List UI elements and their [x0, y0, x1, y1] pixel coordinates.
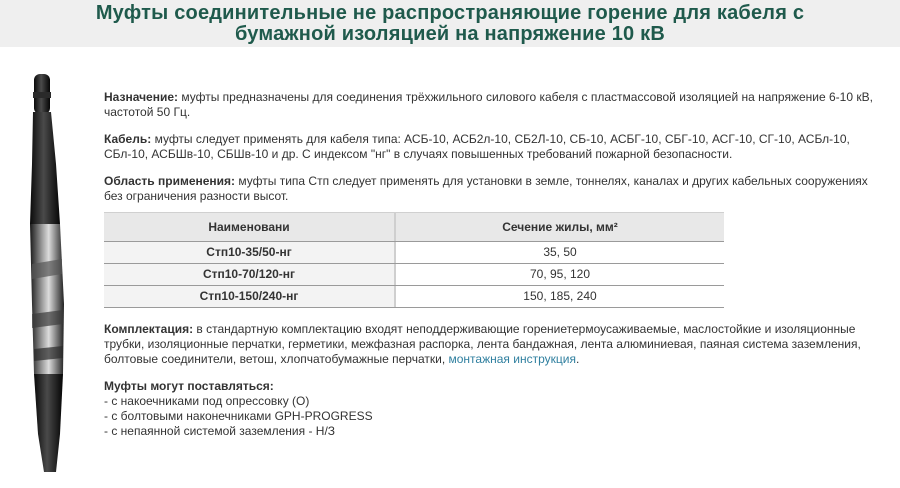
- kit-label: Комплектация:: [104, 322, 194, 336]
- supply-section: [104, 379, 889, 439]
- purpose-text: муфты предназначены для соединения трёхжильного силового кабеля с пластмассовой изоляцией на напряжение 6-10 кВ, частотой 50 Гц.: [104, 90, 873, 119]
- list-item: - с непаянной системой заземления - Н/З: [104, 424, 336, 438]
- table-row: [104, 242, 724, 264]
- installation-instruction-link[interactable]: монтажная инструкция: [448, 352, 576, 366]
- cable-end-top-ring: [33, 92, 51, 98]
- supply-label: Муфты могут поставляться:: [104, 379, 274, 393]
- row-name: Стп10-35/50-нг: [104, 242, 394, 264]
- header-name: Наименовани: [104, 213, 394, 242]
- cable-sleeve-illustration: [20, 74, 80, 474]
- scope-label: Область применения:: [104, 174, 236, 188]
- cable-sleeve-image: [20, 74, 80, 474]
- page-title-line-1: Муфты соединительные не распространяющие горение для кабеля с: [95, 2, 805, 24]
- row-name: Стп10-150/240-нг: [104, 286, 394, 308]
- title-bar: [0, 0, 900, 47]
- sleeve-lower: [34, 374, 63, 472]
- cable-label: Кабель:: [104, 132, 152, 146]
- kit-paragraph: [104, 322, 889, 367]
- header-section: Сечение жилы, мм²: [396, 213, 724, 242]
- row-section: 70, 95, 120: [396, 264, 724, 286]
- row-section: 150, 185, 240: [396, 286, 724, 308]
- page-title-line-2: бумажной изоляцией на напряжение 10 кВ: [235, 23, 665, 45]
- purpose-label: Назначение:: [104, 90, 179, 104]
- list-item: - с болтовыми наконечниками GPH-PROGRESS: [104, 409, 373, 423]
- scope-text: муфты типа Стп следует применять для установки в земле, тоннелях, каналах и других кабельных сооружениях без ограничения разности высот.: [104, 174, 868, 203]
- kit-end: .: [575, 352, 580, 366]
- cable-text: муфты следует применять для кабеля типа: АСБ-10, АСБ2л-10, СБ2Л-10, СБ-10, АСБГ-10, СБГ-10, АСГ-10, СГ-10, АСБл-10, СБл-10, АСБШв-10, СБШв-10 и др. С индексом "нг" в случаях повышенных требований пожарной безопасности.: [104, 132, 850, 161]
- sleeve-upper: [30, 112, 60, 224]
- table-row: [104, 286, 724, 308]
- page-title: [0, 0, 900, 45]
- table-row: [104, 264, 724, 286]
- cable-paragraph: [104, 132, 889, 162]
- scope-paragraph: [104, 174, 889, 204]
- purpose-paragraph: [104, 90, 889, 120]
- content: [104, 90, 889, 439]
- spec-table-header-row: [104, 213, 724, 242]
- row-name: Стп10-70/120-нг: [104, 264, 394, 286]
- spec-table: [104, 212, 724, 308]
- kit-text: в стандартную комплектацию входят неподдерживающие горениетермоусаживаемые, маслостойкие и изоляционные трубки, изоляционные перчатки, герметики, межфазная распорка, лента бандажная, лента алюминиевая, паяная система заземления, болтовые соединители, ветош, хлопчатобумажные перчатки,: [104, 322, 861, 366]
- list-item: - с накоечниками под опрессовку (О): [104, 394, 310, 408]
- row-section: 35, 50: [396, 242, 724, 264]
